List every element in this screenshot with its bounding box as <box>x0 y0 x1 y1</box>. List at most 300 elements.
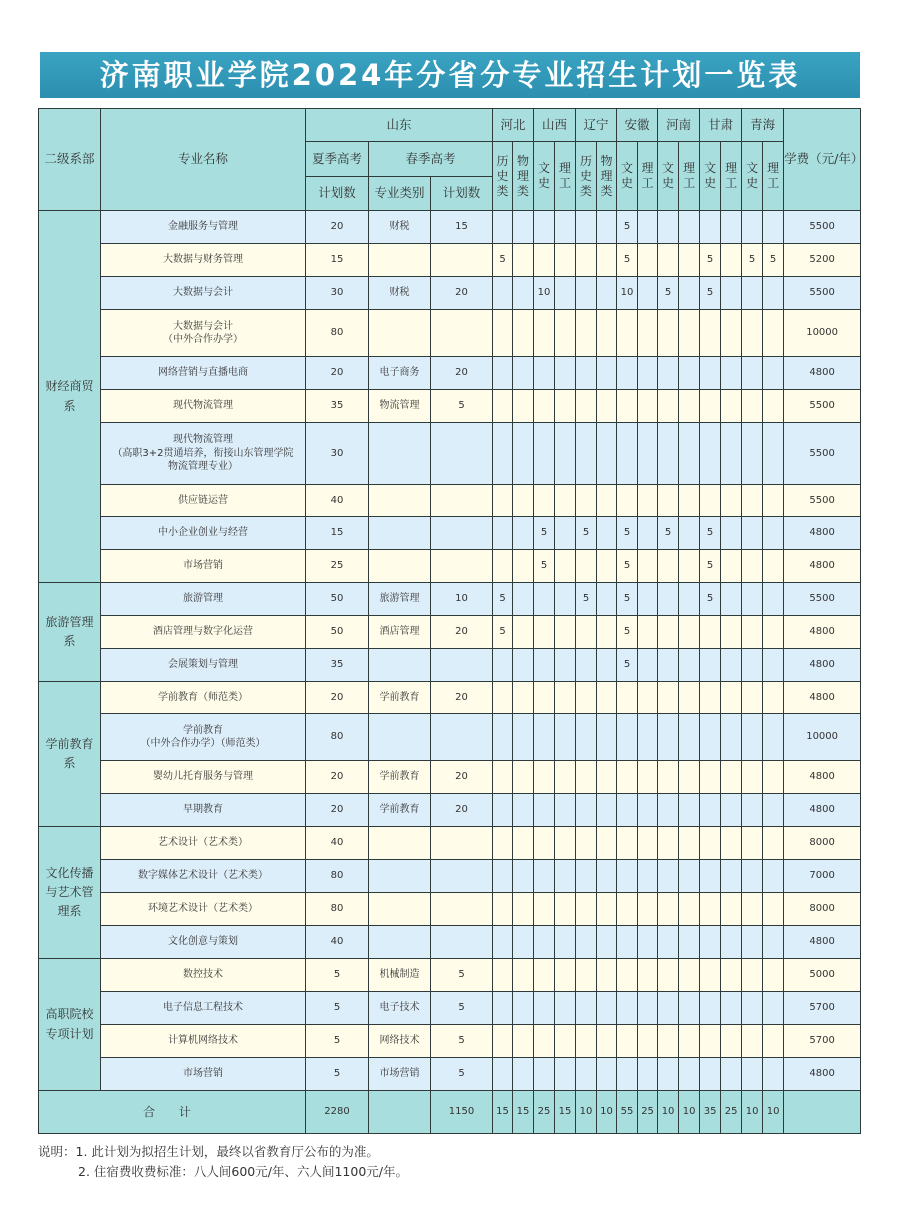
province-plan <box>555 714 576 761</box>
department-name: 学前教育系 <box>39 682 101 827</box>
province-plan <box>763 959 784 992</box>
major-name: 数字媒体艺术设计（艺术类） <box>101 860 306 893</box>
tuition-fee: 4800 <box>784 761 861 794</box>
enrollment-plan-table <box>38 108 864 1134</box>
province-plan <box>638 992 658 1025</box>
province-plan <box>493 310 513 357</box>
total-fee-empty <box>784 1091 861 1134</box>
province-plan <box>576 310 597 357</box>
province-plan <box>597 616 617 649</box>
province-plan <box>763 423 784 485</box>
province-plan <box>513 893 534 926</box>
province-plan <box>679 682 700 714</box>
tuition-fee: 5500 <box>784 211 861 244</box>
province-plan <box>534 714 555 761</box>
province-plan <box>700 649 721 682</box>
summer-plan: 50 <box>306 616 369 649</box>
province-plan <box>555 860 576 893</box>
province-plan <box>700 893 721 926</box>
province-plan <box>617 959 638 992</box>
spring-category: 网络技术 <box>369 1025 431 1058</box>
table-row <box>39 423 861 485</box>
province-plan <box>493 649 513 682</box>
province-plan <box>534 1025 555 1058</box>
province-plan <box>700 761 721 794</box>
summer-plan: 20 <box>306 761 369 794</box>
spring-category <box>369 310 431 357</box>
province-plan <box>555 310 576 357</box>
summer-plan: 5 <box>306 992 369 1025</box>
province-plan <box>534 893 555 926</box>
province-plan <box>763 517 784 550</box>
province-plan <box>555 926 576 959</box>
total-province: 10 <box>679 1091 700 1134</box>
spring-category: 学前教育 <box>369 794 431 827</box>
province-plan <box>721 761 742 794</box>
province-plan <box>534 423 555 485</box>
spring-category: 学前教育 <box>369 682 431 714</box>
province-plan <box>576 423 597 485</box>
province-plan <box>658 310 679 357</box>
province-plan <box>700 423 721 485</box>
province-plan: 5 <box>617 244 638 277</box>
header-province-subject: 理工 <box>555 142 576 211</box>
major-name: 市场营销 <box>101 550 306 583</box>
province-plan <box>638 310 658 357</box>
province-plan <box>576 649 597 682</box>
province-plan <box>638 485 658 517</box>
province-plan: 10 <box>617 277 638 310</box>
province-plan <box>513 550 534 583</box>
spring-category <box>369 244 431 277</box>
table-row <box>39 794 861 827</box>
table-row <box>39 517 861 550</box>
spring-category: 电子商务 <box>369 357 431 390</box>
province-plan <box>513 211 534 244</box>
major-name: 旅游管理 <box>101 583 306 616</box>
province-plan: 5 <box>534 517 555 550</box>
province-plan <box>513 1058 534 1091</box>
province-plan <box>638 893 658 926</box>
province-plan <box>763 893 784 926</box>
total-province: 55 <box>617 1091 638 1134</box>
province-plan <box>513 244 534 277</box>
province-plan <box>721 794 742 827</box>
major-name: 市场营销 <box>101 1058 306 1091</box>
province-plan <box>493 860 513 893</box>
province-plan <box>763 860 784 893</box>
tuition-fee: 4800 <box>784 649 861 682</box>
major-name: 电子信息工程技术 <box>101 992 306 1025</box>
province-plan <box>700 1025 721 1058</box>
tuition-fee: 4800 <box>784 357 861 390</box>
province-plan <box>597 583 617 616</box>
province-plan <box>679 714 700 761</box>
header-province: 甘肃 <box>700 109 742 142</box>
province-plan <box>555 616 576 649</box>
province-plan <box>576 211 597 244</box>
province-plan <box>638 761 658 794</box>
province-plan <box>555 649 576 682</box>
province-plan <box>493 682 513 714</box>
province-plan: 5 <box>493 244 513 277</box>
province-plan <box>576 616 597 649</box>
total-province: 10 <box>763 1091 784 1134</box>
province-plan <box>721 1058 742 1091</box>
province-plan <box>576 550 597 583</box>
province-plan: 5 <box>576 517 597 550</box>
province-plan <box>700 714 721 761</box>
province-plan <box>597 550 617 583</box>
province-plan <box>638 1058 658 1091</box>
province-plan <box>679 310 700 357</box>
note-2: 2. 住宿费收费标准：八人间600元/年、六人间1100元/年。 <box>78 1164 408 1179</box>
province-plan <box>763 277 784 310</box>
tuition-fee: 5500 <box>784 583 861 616</box>
province-plan <box>534 390 555 423</box>
province-plan <box>658 1025 679 1058</box>
province-plan <box>534 992 555 1025</box>
province-plan <box>617 827 638 860</box>
total-province: 10 <box>658 1091 679 1134</box>
province-plan <box>700 926 721 959</box>
header-province-subject: 物理类 <box>597 142 617 211</box>
province-plan <box>576 860 597 893</box>
header-province-subject: 历史类 <box>576 142 597 211</box>
total-label: 合 计 <box>39 1091 306 1134</box>
header-summer-plan: 计划数 <box>306 177 369 211</box>
spring-category <box>369 517 431 550</box>
summer-plan: 5 <box>306 959 369 992</box>
table-row <box>39 485 861 517</box>
province-plan <box>679 794 700 827</box>
tuition-fee: 4800 <box>784 794 861 827</box>
province-plan <box>742 761 763 794</box>
summer-plan: 5 <box>306 1025 369 1058</box>
province-plan: 5 <box>493 616 513 649</box>
province-plan <box>742 390 763 423</box>
header-province-subject: 理工 <box>763 142 784 211</box>
spring-plan: 20 <box>431 357 493 390</box>
province-plan <box>576 1025 597 1058</box>
province-plan <box>493 211 513 244</box>
province-plan <box>679 277 700 310</box>
province-plan <box>597 926 617 959</box>
province-plan <box>597 682 617 714</box>
province-plan <box>638 244 658 277</box>
province-plan <box>658 959 679 992</box>
major-name: 供应链运营 <box>101 485 306 517</box>
province-plan <box>617 926 638 959</box>
province-plan <box>658 485 679 517</box>
tuition-fee: 4800 <box>784 926 861 959</box>
province-plan <box>638 649 658 682</box>
tuition-fee: 5500 <box>784 277 861 310</box>
total-province: 25 <box>638 1091 658 1134</box>
province-plan <box>576 926 597 959</box>
province-plan <box>597 649 617 682</box>
header-province-subject: 文史 <box>534 142 555 211</box>
province-plan: 5 <box>617 649 638 682</box>
table-row <box>39 277 861 310</box>
province-plan <box>555 517 576 550</box>
province-plan: 5 <box>700 244 721 277</box>
province-plan <box>534 1058 555 1091</box>
province-plan <box>534 860 555 893</box>
table-row <box>39 860 861 893</box>
province-plan <box>617 357 638 390</box>
tuition-fee: 10000 <box>784 310 861 357</box>
province-plan: 5 <box>700 517 721 550</box>
province-plan <box>555 761 576 794</box>
province-plan <box>742 517 763 550</box>
province-plan <box>576 959 597 992</box>
province-plan <box>555 423 576 485</box>
header-province: 安徽 <box>617 109 658 142</box>
province-plan <box>658 583 679 616</box>
table-row <box>39 1025 861 1058</box>
province-plan <box>742 485 763 517</box>
department-name: 文化传播与艺术管理系 <box>39 827 101 959</box>
tuition-fee: 4800 <box>784 616 861 649</box>
spring-category: 学前教育 <box>369 761 431 794</box>
province-plan <box>493 959 513 992</box>
header-province-subject: 历史类 <box>493 142 513 211</box>
province-plan <box>576 761 597 794</box>
province-plan <box>763 583 784 616</box>
province-plan: 5 <box>763 244 784 277</box>
province-plan <box>679 860 700 893</box>
province-plan <box>679 1025 700 1058</box>
province-plan <box>742 583 763 616</box>
province-plan <box>534 794 555 827</box>
province-plan <box>617 992 638 1025</box>
province-plan <box>513 390 534 423</box>
major-name: 金融服务与管理 <box>101 211 306 244</box>
spring-plan <box>431 423 493 485</box>
note-1: 说明：1. 此计划为拟招生计划，最终以省教育厅公布的为准。 <box>38 1144 379 1159</box>
province-plan <box>679 244 700 277</box>
province-plan <box>763 926 784 959</box>
province-plan <box>555 390 576 423</box>
province-plan <box>638 860 658 893</box>
summer-plan: 40 <box>306 827 369 860</box>
province-plan <box>513 761 534 794</box>
table-row <box>39 310 861 357</box>
province-plan <box>555 1058 576 1091</box>
header-spring: 春季高考 <box>369 142 493 177</box>
header-major: 专业名称 <box>101 109 306 211</box>
province-plan <box>534 827 555 860</box>
province-plan <box>700 1058 721 1091</box>
province-plan <box>638 959 658 992</box>
province-plan <box>534 485 555 517</box>
province-plan: 5 <box>617 583 638 616</box>
province-plan <box>638 1025 658 1058</box>
major-name: 学前教育 （中外合作办学）（师范类） <box>101 714 306 761</box>
province-plan <box>721 485 742 517</box>
table-row <box>39 893 861 926</box>
province-plan <box>763 390 784 423</box>
province-plan <box>679 926 700 959</box>
province-plan <box>493 517 513 550</box>
spring-plan: 5 <box>431 1058 493 1091</box>
province-plan <box>679 423 700 485</box>
province-plan <box>493 277 513 310</box>
province-plan <box>700 860 721 893</box>
spring-plan: 5 <box>431 1025 493 1058</box>
summer-plan: 40 <box>306 485 369 517</box>
province-plan <box>617 423 638 485</box>
province-plan <box>617 1025 638 1058</box>
province-plan <box>576 485 597 517</box>
table-row <box>39 649 861 682</box>
province-plan <box>597 244 617 277</box>
total-province: 15 <box>493 1091 513 1134</box>
spring-category: 物流管理 <box>369 390 431 423</box>
province-plan <box>555 682 576 714</box>
province-plan <box>513 860 534 893</box>
major-name: 会展策划与管理 <box>101 649 306 682</box>
summer-plan: 15 <box>306 517 369 550</box>
department-name: 旅游管理系 <box>39 583 101 682</box>
province-plan <box>493 357 513 390</box>
total-province: 25 <box>534 1091 555 1134</box>
tuition-fee: 5000 <box>784 959 861 992</box>
province-plan <box>555 244 576 277</box>
province-plan <box>576 357 597 390</box>
summer-plan: 15 <box>306 244 369 277</box>
table-row <box>39 992 861 1025</box>
province-plan <box>679 761 700 794</box>
tuition-fee: 5700 <box>784 1025 861 1058</box>
province-plan <box>763 682 784 714</box>
province-plan <box>493 827 513 860</box>
header-province-subject: 文史 <box>617 142 638 211</box>
summer-plan: 30 <box>306 277 369 310</box>
major-name: 中小企业创业与经营 <box>101 517 306 550</box>
province-plan <box>700 485 721 517</box>
major-name: 现代物流管理 （高职3+2贯通培养，衔接山东管理学院 物流管理专业） <box>101 423 306 485</box>
summer-plan: 20 <box>306 794 369 827</box>
province-plan <box>658 794 679 827</box>
province-plan <box>617 714 638 761</box>
province-plan <box>638 390 658 423</box>
province-plan <box>721 550 742 583</box>
province-plan <box>763 714 784 761</box>
province-plan <box>513 992 534 1025</box>
province-plan <box>638 827 658 860</box>
province-plan: 5 <box>576 583 597 616</box>
province-plan <box>658 827 679 860</box>
province-plan <box>617 1058 638 1091</box>
total-province: 10 <box>742 1091 763 1134</box>
province-plan <box>597 423 617 485</box>
province-plan <box>493 550 513 583</box>
province-plan <box>513 649 534 682</box>
tuition-fee: 5500 <box>784 423 861 485</box>
province-plan <box>658 550 679 583</box>
province-plan <box>597 992 617 1025</box>
province-plan: 5 <box>617 550 638 583</box>
total-row <box>39 1091 861 1134</box>
table-row <box>39 390 861 423</box>
table-row <box>39 682 861 714</box>
province-plan <box>555 211 576 244</box>
province-plan: 5 <box>658 517 679 550</box>
major-name: 学前教育（师范类） <box>101 682 306 714</box>
summer-plan: 20 <box>306 211 369 244</box>
province-plan <box>597 1058 617 1091</box>
spring-plan <box>431 827 493 860</box>
province-plan <box>513 423 534 485</box>
province-plan <box>763 1058 784 1091</box>
province-plan <box>742 616 763 649</box>
province-plan <box>742 794 763 827</box>
spring-plan <box>431 649 493 682</box>
header-province: 辽宁 <box>576 109 617 142</box>
province-plan <box>513 827 534 860</box>
province-plan <box>493 390 513 423</box>
header-province-subject: 文史 <box>742 142 763 211</box>
province-plan <box>658 860 679 893</box>
spring-category <box>369 860 431 893</box>
province-plan <box>597 390 617 423</box>
province-plan <box>763 827 784 860</box>
tuition-fee: 5500 <box>784 390 861 423</box>
province-plan <box>597 485 617 517</box>
spring-plan: 20 <box>431 277 493 310</box>
spring-plan <box>431 244 493 277</box>
province-plan <box>742 550 763 583</box>
province-plan <box>679 357 700 390</box>
province-plan <box>638 926 658 959</box>
province-plan <box>576 893 597 926</box>
province-plan <box>763 1025 784 1058</box>
province-plan <box>493 485 513 517</box>
province-plan <box>493 761 513 794</box>
province-plan <box>763 992 784 1025</box>
spring-plan <box>431 926 493 959</box>
table-row <box>39 761 861 794</box>
province-plan <box>597 714 617 761</box>
summer-plan: 35 <box>306 390 369 423</box>
province-plan <box>721 926 742 959</box>
spring-plan: 15 <box>431 211 493 244</box>
province-plan <box>763 761 784 794</box>
tuition-fee: 4800 <box>784 1058 861 1091</box>
province-plan <box>493 1025 513 1058</box>
province-plan <box>513 485 534 517</box>
province-plan <box>617 310 638 357</box>
province-plan <box>763 550 784 583</box>
tuition-fee: 8000 <box>784 827 861 860</box>
province-plan <box>658 926 679 959</box>
province-plan <box>513 959 534 992</box>
province-plan <box>700 310 721 357</box>
table-row <box>39 357 861 390</box>
table-row <box>39 583 861 616</box>
province-plan <box>493 893 513 926</box>
summer-plan: 35 <box>306 649 369 682</box>
province-plan <box>721 616 742 649</box>
province-plan <box>513 357 534 390</box>
major-name: 文化创意与策划 <box>101 926 306 959</box>
province-plan <box>513 926 534 959</box>
summer-plan: 20 <box>306 357 369 390</box>
province-plan <box>742 1058 763 1091</box>
province-plan <box>658 244 679 277</box>
